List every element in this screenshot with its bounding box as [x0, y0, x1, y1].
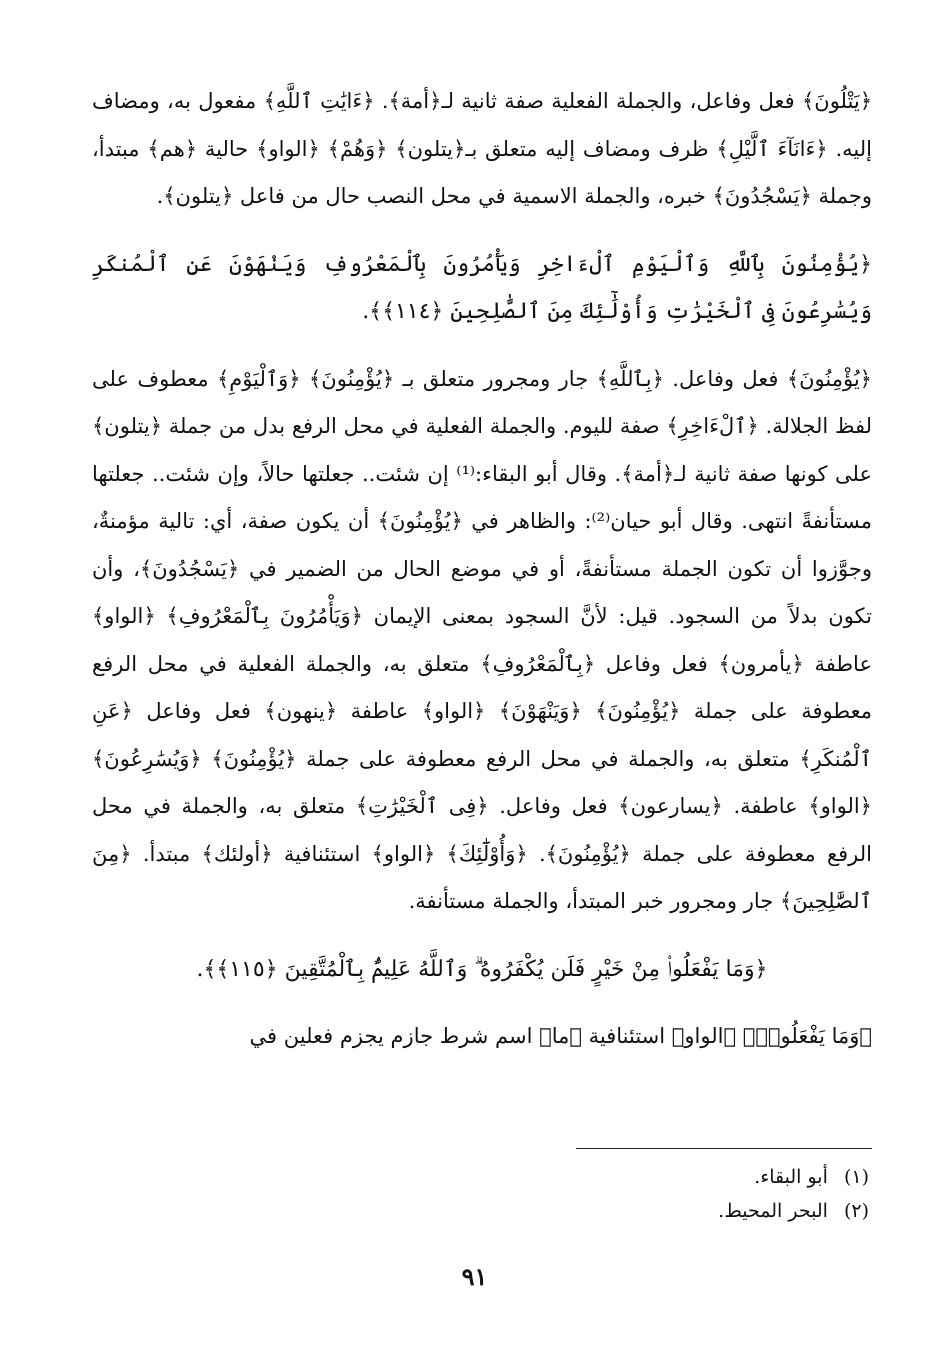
footnote-divider: [576, 1148, 872, 1149]
footnote-text: أبو البقاء.: [754, 1166, 828, 1188]
footnote-item: [469, 1160, 869, 1194]
paragraph-parsing-yatlun: ﴿يَتْلُونَ﴾ فعل وفاعل، والجملة الفعلية صفة ثانية لـ﴿أمة﴾. ﴿ءَايَٰتِ ٱللَّهِ﴾ مفعول به، ومضاف إليه. ﴿ءَانَآءَ ٱلَّيْلِ﴾ ظرف ومضاف إليه متعلق بـ﴿يتلون﴾ ﴿وَهُمْ﴾ ﴿الواو﴾ حالية ﴿هم﴾ مبتدأ، وجملة ﴿يَسْجُدُونَ﴾ خبره، والجملة الاسمية في محل النصب حال من فاعل ﴿يتلون﴾.: [92, 89, 872, 208]
footnote-item: [469, 1194, 869, 1228]
footnote-number: (١): [843, 1166, 869, 1188]
paragraph-parsing-yuminun: ﴿يُؤْمِنُونَ﴾ فعل وفاعل. ﴿بِٱللَّهِ﴾ جار ومجرور متعلق بـ ﴿يُؤْمِنُونَ﴾ ﴿وَٱلْيَوْمِ﴾ معطوف على لفظ الجلالة. ﴿ٱلْءَاخِرِ﴾ صفة لليوم. والجملة الفعلية في محل الرفع بدل من جملة ﴿يتلون﴾ على كونها صفة ثانية لـ﴿أمة﴾. وقال أبو البقاء:⁽¹⁾ إن شئت.. جعلتها حالاً، وإن شئت.. جعلتها مستأنفةً انتهى. وقال أبو حيان⁽²⁾: والظاهر في ﴿يُؤْمِنُونَ﴾ أن يكون صفة، أي: تالية مؤمنةٌ، وجوَّزوا أن تكون الجملة مستأنفةً، أو في موضع الحال من الضمير في ﴿يَسْجُدُونَ﴾، وأن تكون بدلاً من السجود. قيل: لأنَّ السجود بمعنى الإيمان ﴿وَيَأْمُرُونَ بِٱلْمَعْرُوفِ﴾ ﴿الواو﴾ عاطفة ﴿يأمرون﴾ فعل وفاعل ﴿بِٱلْمَعْرُوفِ﴾ متعلق به، والجملة الفعلية في محل الرفع معطوفة على جملة ﴿يُؤْمِنُونَ﴾ ﴿وَيَنْهَوْنَ﴾ ﴿الواو﴾ عاطفة ﴿ينهون﴾ فعل وفاعل ﴿عَنِ ٱلْمُنكَرِ﴾ متعلق به، والجملة في محل الرفع معطوفة على جملة ﴿يُؤْمِنُونَ﴾ ﴿وَيُسَٰرِعُونَ﴾ ﴿الواو﴾ عاطفة. ﴿يسارعون﴾ فعل وفاعل. ﴿فِى ٱلْخَيْرَٰتِ﴾ متعلق به، والجملة في محل الرفع معطوفة على جملة ﴿يُؤْمِنُونَ﴾. ﴿وَأُوْلَٰٓئِكَ﴾ ﴿الواو﴾ استئنافية ﴿أولئك﴾ مبتدأ. ﴿مِنَ ٱلصَّٰلِحِينَ﴾ جار ومجرور خبر المبتدأ، والجملة مستأنفة.: [92, 366, 872, 913]
footnote-text: البحر المحيط.: [718, 1200, 828, 1222]
footnote-number: (٢): [843, 1200, 869, 1222]
verse-114: ﴿يُؤْمِنُونَ بِٱللَّهِ وَٱلْيَوْمِ ٱلْءَاخِرِ وَيَأْمُرُونَ بِٱلْمَعْرُوفِ وَيَنْهَوْنَ عَنِ ٱلْمُنكَرِ وَيُسَٰرِعُونَ فِى ٱلْخَيْرَٰتِ وَأُوْلَٰٓئِكَ مِنَ ٱلصَّٰلِحِينَ ﴿١١٤﴾﴾.: [92, 251, 872, 324]
footnotes: [469, 1160, 869, 1228]
page-number: ٩١: [461, 1262, 488, 1291]
verse-115: ﴿وَمَا يَفْعَلُوا۟ مِنْ خَيْرٍ فَلَن يُكْفَرُوهُ ۗ وَٱللَّهُ عَلِيمٌۢ بِٱلْمُتَّقِينَ ﴿١١٥﴾﴾.: [196, 956, 768, 982]
page-body: [92, 78, 872, 1081]
paragraph-parsing-wama-yafalu: ﴿وَمَا يَفْعَلُوا۟﴾ ﴿الواو﴾ استئنافية ﴿ما﴾ اسم شرط جازم يجزم فعلين في: [249, 1024, 872, 1048]
